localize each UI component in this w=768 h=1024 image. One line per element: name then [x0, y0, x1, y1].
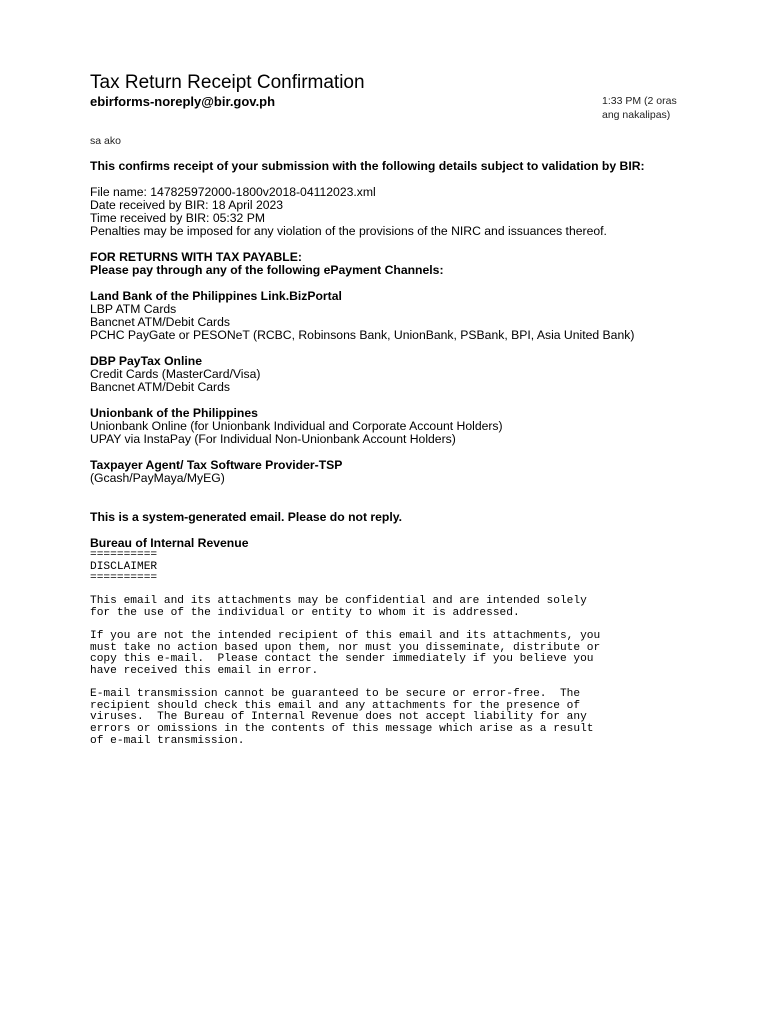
- file-name: File name: 147825972000-1800v2018-04112023.xml: [90, 185, 376, 199]
- channel-name: DBP PayTax Online: [90, 354, 202, 368]
- disclaimer-title: DISCLAIMER: [90, 560, 158, 573]
- channel-item: UPAY via InstaPay (For Individual Non-Unionbank Account Holders): [90, 432, 456, 446]
- channel-landbank: [90, 290, 690, 342]
- time-received: Time received by BIR: 05:32 PM: [90, 211, 265, 225]
- disclaimer: [90, 550, 690, 747]
- penalties-note: Penalties may be imposed for any violation of the provisions of the NIRC and issuances thereof.: [90, 224, 607, 238]
- channel-item: PCHC PayGate or PESONeT (RCBC, Robinsons Bank, UnionBank, PSBank, BPI, Asia United Bank): [90, 328, 635, 342]
- disclaimer-rule: ==========: [90, 549, 158, 561]
- disclaimer-rule: ==========: [90, 572, 158, 585]
- disclaimer-paragraph: This email and its attachments may be confidential and are intended solely for the use of the individual or entity to whom it is addressed.: [90, 595, 587, 619]
- intro-text: This confirms receipt of your submission with the following details subject to validation by BIR:: [90, 159, 645, 173]
- recipient-line[interactable]: sa ako: [90, 135, 121, 147]
- system-notice: This is a system-generated email. Please do not reply.: [90, 510, 403, 524]
- email-subject: Tax Return Receipt Confirmation: [90, 72, 365, 93]
- payable-subheading: Please pay through any of the following ePayment Channels:: [90, 263, 444, 277]
- channel-dbp: [90, 355, 690, 394]
- disclaimer-paragraph: If you are not the intended recipient of this email and its attachments, you must take no action based upon them, nor must you disseminate, distribute or copy this e-mail. Please contact the sender immediately if you believe you have received this email in error.: [90, 630, 601, 677]
- email-timestamp: 1:33 PM (2 oras ang nakalipas): [602, 95, 677, 121]
- payable-heading: FOR RETURNS WITH TAX PAYABLE:: [90, 250, 302, 264]
- sender-address[interactable]: ebirforms-noreply@bir.gov.ph: [90, 94, 276, 109]
- channel-item: Unionbank Online (for Unionbank Individual and Corporate Account Holders): [90, 419, 503, 433]
- channel-item: Bancnet ATM/Debit Cards: [90, 380, 230, 394]
- org-name: Bureau of Internal Revenue: [90, 536, 249, 550]
- channel-name: Land Bank of the Philippines Link.BizPortal: [90, 289, 342, 303]
- disclaimer-paragraph: E-mail transmission cannot be guaranteed to be secure or error-free. The recipient should check this email and any attachments for the presence of viruses. The Bureau of Internal Revenue does not accept liability for any errors or omissions in the contents of this message which arise as a result of e-mail transmission.: [90, 688, 594, 747]
- submission-details: [90, 186, 690, 238]
- channel-item: Credit Cards (MasterCard/Visa): [90, 367, 261, 381]
- channel-item: Bancnet ATM/Debit Cards: [90, 315, 230, 329]
- email-body: [90, 160, 690, 747]
- channel-item: LBP ATM Cards: [90, 302, 177, 316]
- channel-item: (Gcash/PayMaya/MyEG): [90, 471, 225, 485]
- channel-name: Unionbank of the Philippines: [90, 406, 258, 420]
- date-received: Date received by BIR: 18 April 2023: [90, 198, 284, 212]
- channel-unionbank: [90, 407, 690, 446]
- channel-name: Taxpayer Agent/ Tax Software Provider-TSP: [90, 458, 343, 472]
- channel-tsp: [90, 459, 690, 485]
